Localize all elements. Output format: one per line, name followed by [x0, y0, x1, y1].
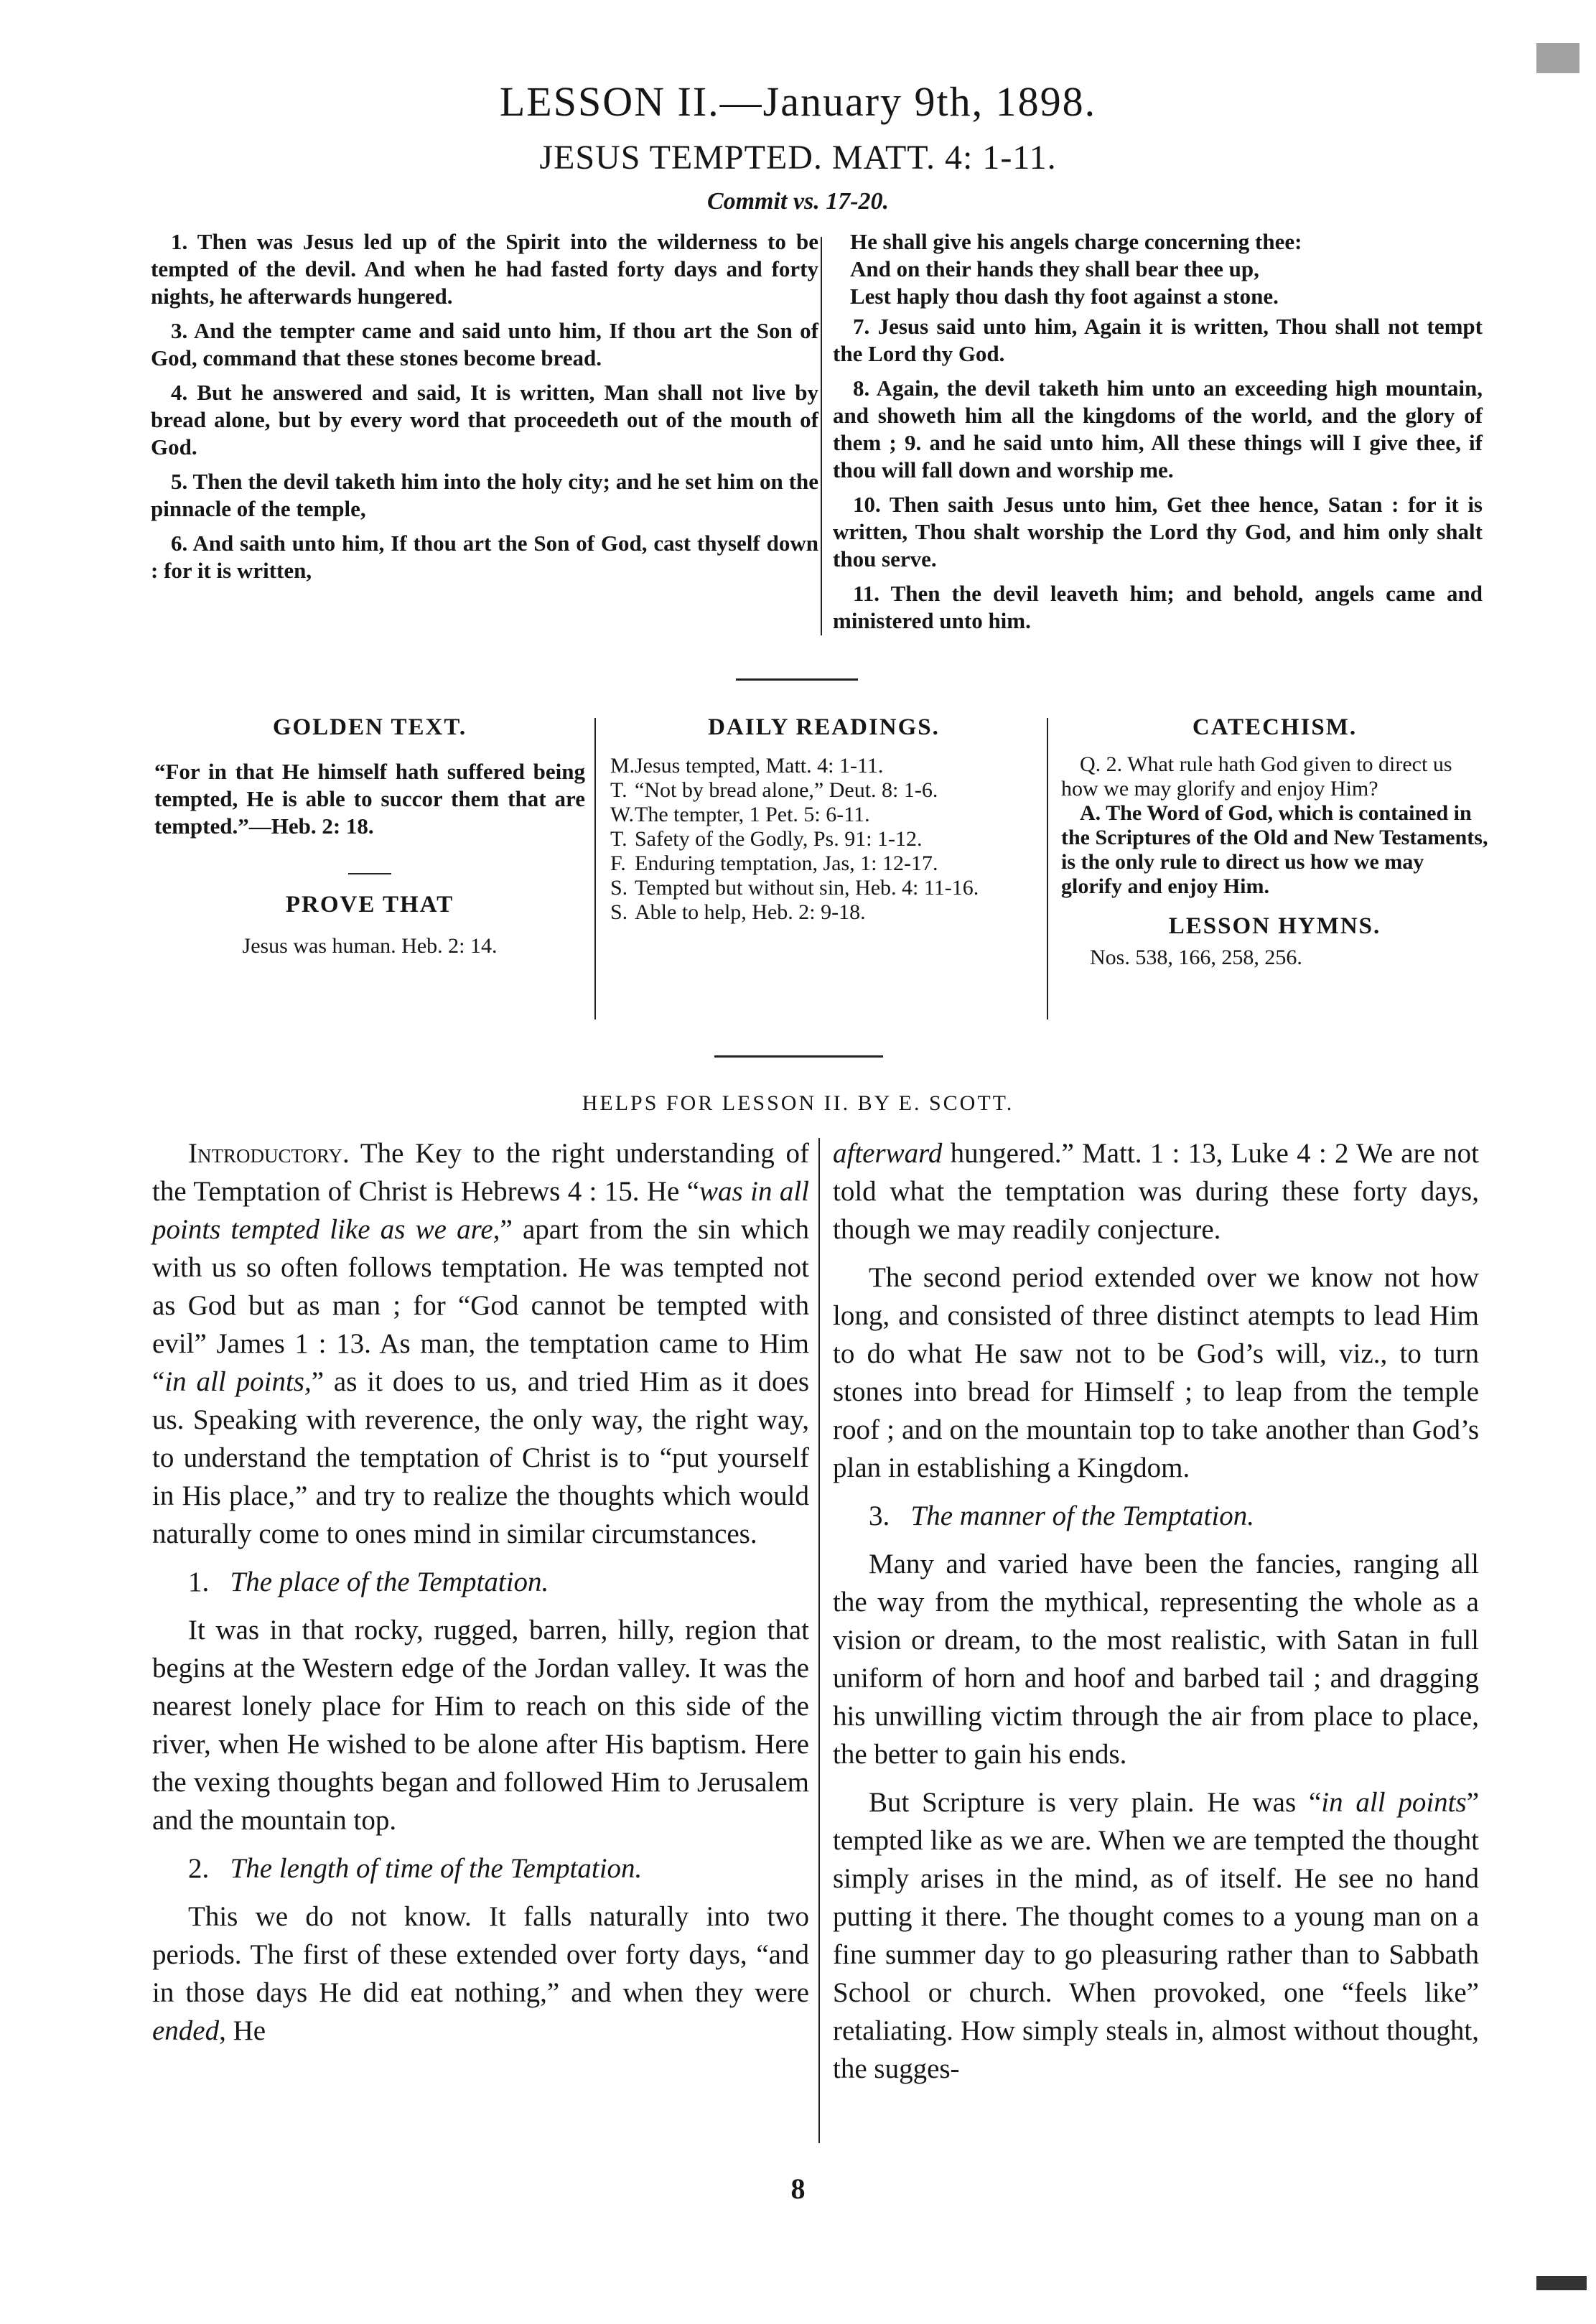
- scripture-verse: 10. Then saith Jesus unto him, Get thee hence, Satan : for it is written, Thou shalt worship the Lord thy God, and him only shalt thou serve.: [833, 492, 1483, 571]
- intro-emphasis: in all points,: [164, 1366, 312, 1397]
- reading-day: T.: [610, 827, 627, 851]
- helps-heading: HELPS FOR LESSON II. BY E. SCOTT.: [582, 1091, 1014, 1115]
- daily-readings-list: [610, 754, 1037, 925]
- scripture-verse: 11. Then the devil leaveth him; and behold, angels came and ministered unto him.: [833, 581, 1483, 633]
- scripture-verse: 4. But he answered and said, It is written, Man shall not live by bread alone, but by every word that proceedeth out of the mouth of God.: [151, 380, 818, 459]
- scripture-right-column: [833, 228, 1483, 642]
- body-emphasis: afterward: [833, 1138, 943, 1169]
- reading-text: Enduring temptation, Jas, 1: 12-17.: [635, 851, 938, 875]
- golden-text-box: [154, 714, 585, 958]
- catechism-answer: A. The Word of God, which is contained in the Scriptures of the Old and New Testaments, is the only rule to direct us how we may glorify and enjoy Him.: [1061, 801, 1488, 898]
- intro-text: ” apart from the sin which with us so often follows temptation. He was tempted not as God but as man ; for “God cannot be tempted with evil” James 1 : 13. As man, the temptation came to Him “: [152, 1214, 810, 1397]
- prove-that-heading: PROVE THAT: [285, 892, 454, 918]
- scripture-verse: 5. Then the devil taketh him into the holy city; and he set him on the pinnacle of the temple,: [151, 469, 818, 521]
- lesson-title: LESSON II.—January 9th, 1898.: [499, 78, 1097, 125]
- catechism-box: [1061, 714, 1488, 970]
- lesson-hymns-text: Nos. 538, 166, 258, 256.: [1090, 946, 1302, 969]
- body-text: But Scripture is very plain. He was “: [869, 1787, 1322, 1818]
- catechism-question: Q. 2. What rule hath God given to direct us how we may glorify and enjoy Him?: [1061, 752, 1452, 801]
- section-heading-3: [833, 1497, 1479, 1535]
- scripture-column-divider: [821, 237, 822, 635]
- body-paragraph: [152, 1898, 809, 2050]
- scripture-poem-line: And on their hands they shall bear thee up,: [850, 256, 1259, 281]
- section-heading-2: [152, 1849, 809, 1887]
- scripture-verse: 7. Jesus said unto him, Again it is written, Thou shall not tempt the Lord thy God.: [833, 314, 1483, 366]
- prove-that-text: Jesus was human. Heb. 2: 14.: [242, 934, 498, 958]
- section-title: The length of time of the Temptation.: [230, 1853, 643, 1884]
- reading-day: S.: [610, 876, 628, 900]
- body-emphasis: ended: [152, 2015, 220, 2046]
- lesson-subtitle: JESUS TEMPTED. MATT. 4: 1-11.: [539, 139, 1057, 177]
- reading-item: [610, 851, 1037, 876]
- lesson-hymns-heading: LESSON HYMNS.: [1168, 913, 1381, 939]
- body-emphasis: in all points: [1321, 1787, 1467, 1818]
- scripture-left-column: [151, 228, 818, 592]
- reading-item: [610, 827, 1037, 851]
- helps-column-divider: [818, 1138, 820, 2143]
- reading-day: F.: [610, 851, 626, 875]
- golden-text-verse: “For in that He himself hath suffered being tempted, He is able to succor them that are tempted.”—Heb. 2: 18.: [154, 759, 585, 839]
- reading-item: [610, 876, 1037, 900]
- intro-label: Introductory.: [188, 1138, 350, 1169]
- body-paragraph: It was in that rocky, rugged, barren, hilly, region that begins at the Western edge of the Jordan valley. It was the nearest lonely place for Him to reach on this side of the river, when He wished to be alone after His baptism. Here the vexing thoughts began and followed Him to Jerusalem and the mountain top.: [152, 1615, 809, 1836]
- scripture-poem-line: He shall give his angels charge concerning thee:: [850, 229, 1302, 254]
- helps-right-column: [833, 1134, 1479, 2098]
- daily-readings-heading: DAILY READINGS.: [708, 714, 940, 740]
- scan-artifact: [1536, 43, 1579, 73]
- section-number: 3.: [869, 1501, 890, 1531]
- body-text: ” tempted like as we are. When we are tempted the thought simply arises in the mind, as of itself. He see no hand putting it there. The thought comes to a young man on a fine summer day to go pleasuring rather than to Sabbath School or church. When provoked, one “feels like” retaliating. How simply steals in, almost without thought, the sugges-: [833, 1787, 1479, 2084]
- reading-item: [610, 754, 1037, 778]
- reading-day: T.: [610, 778, 627, 802]
- reading-day: W.: [610, 803, 635, 826]
- section-divider: [714, 1055, 883, 1058]
- intro-text: ” as it does to us, and tried Him as it does us. Speaking with reverence, the only way, the right way, to understand the temptation of Christ is to “put yourself in His place,” and try to realize the thoughts which would naturally come to ones mind in similar circumstances.: [152, 1366, 809, 1549]
- body-text: This we do not know. It falls naturally into two periods. The first of these extended over forty days, “and in those days He did eat nothing,” and when they were: [152, 1901, 809, 2008]
- page-number: 8: [790, 2173, 806, 2205]
- box-divider-right: [1047, 718, 1048, 1019]
- reading-day: M.: [610, 754, 635, 778]
- scripture-verse: 3. And the tempter came and said unto him, If thou art the Son of God, command that these stones become bread.: [151, 318, 818, 370]
- reading-text: Tempted but without sin, Heb. 4: 11-16.: [635, 876, 979, 900]
- section-title: The place of the Temptation.: [230, 1567, 549, 1597]
- golden-divider: [348, 873, 391, 874]
- body-paragraph: Many and varied have been the fancies, ranging all the way from the mythical, representing the whole as a vision or dream, to the most realistic, with Satan in full uniform of horn and hoof and barbed tail ; and dragging his unwilling victim through the air from place to place, the better to gain his ends.: [833, 1549, 1479, 1770]
- section-heading-1: [152, 1563, 809, 1601]
- helps-left-column: [152, 1134, 809, 2060]
- body-paragraph: [833, 1783, 1479, 2088]
- scripture-verse: 1. Then was Jesus led up of the Spirit into the wilderness to be tempted of the devil. And when he had fasted forty days and forty nights, he afterwards hungered.: [151, 229, 818, 309]
- scripture-verse: 6. And saith unto him, If thou art the Son of God, cast thyself down : for it is written,: [151, 531, 818, 583]
- body-text: hungered.” Matt. 1 : 13, Luke 4 : 2 We are not told what the temptation was during these forty days, though we may readily conjecture.: [833, 1138, 1479, 1245]
- body-paragraph: [833, 1134, 1479, 1249]
- section-divider: [736, 678, 858, 681]
- scripture-verse: 8. Again, the devil taketh him unto an exceeding high mountain, and showeth him all the kingdoms of the world, and the glory of them ; 9. and he said unto him, All these things will I give thee, if thou will fall down and worship me.: [833, 375, 1483, 482]
- reading-text: “Not by bread alone,” Deut. 8: 1-6.: [635, 778, 938, 802]
- catechism-heading: CATECHISM.: [1192, 714, 1358, 740]
- reading-text: The tempter, 1 Pet. 5: 6-11.: [635, 803, 870, 826]
- box-divider-left: [594, 718, 596, 1019]
- scan-artifact: [1536, 2276, 1587, 2290]
- body-paragraph: The second period extended over we know not how long, and consisted of three distinct atempts to lead Him to do what He saw not to be God’s will, viz., to turn stones into bread for Himself ; to leap from the temple roof ; and on the mountain top to take another than God’s plan in establishing a Kingdom.: [833, 1262, 1479, 1483]
- reading-item: [610, 900, 1037, 925]
- intro-text: The Key to the right understanding of the Temptation of Christ is Hebrews 4 : 15. He “: [152, 1138, 809, 1207]
- body-text: , He: [219, 2015, 266, 2046]
- reading-day: S.: [610, 900, 628, 924]
- intro-emphasis: was in all points tempted like as we are,: [152, 1176, 809, 1245]
- reading-item: [610, 778, 1037, 803]
- section-number: 2.: [188, 1853, 210, 1884]
- golden-text-heading: GOLDEN TEXT.: [272, 714, 467, 740]
- section-number: 1.: [188, 1567, 210, 1597]
- commit-verses: Commit vs. 17-20.: [706, 188, 890, 215]
- reading-text: Safety of the Godly, Ps. 91: 1-12.: [635, 827, 923, 851]
- section-title: The manner of the Temptation.: [910, 1501, 1254, 1531]
- intro-paragraph: [152, 1134, 809, 1553]
- reading-text: Able to help, Heb. 2: 9-18.: [635, 900, 866, 924]
- reading-item: [610, 803, 1037, 827]
- reading-text: Jesus tempted, Matt. 4: 1-11.: [635, 754, 884, 778]
- scripture-poem-line: Lest haply thou dash thy foot against a stone.: [850, 284, 1279, 309]
- daily-readings-box: [610, 714, 1037, 925]
